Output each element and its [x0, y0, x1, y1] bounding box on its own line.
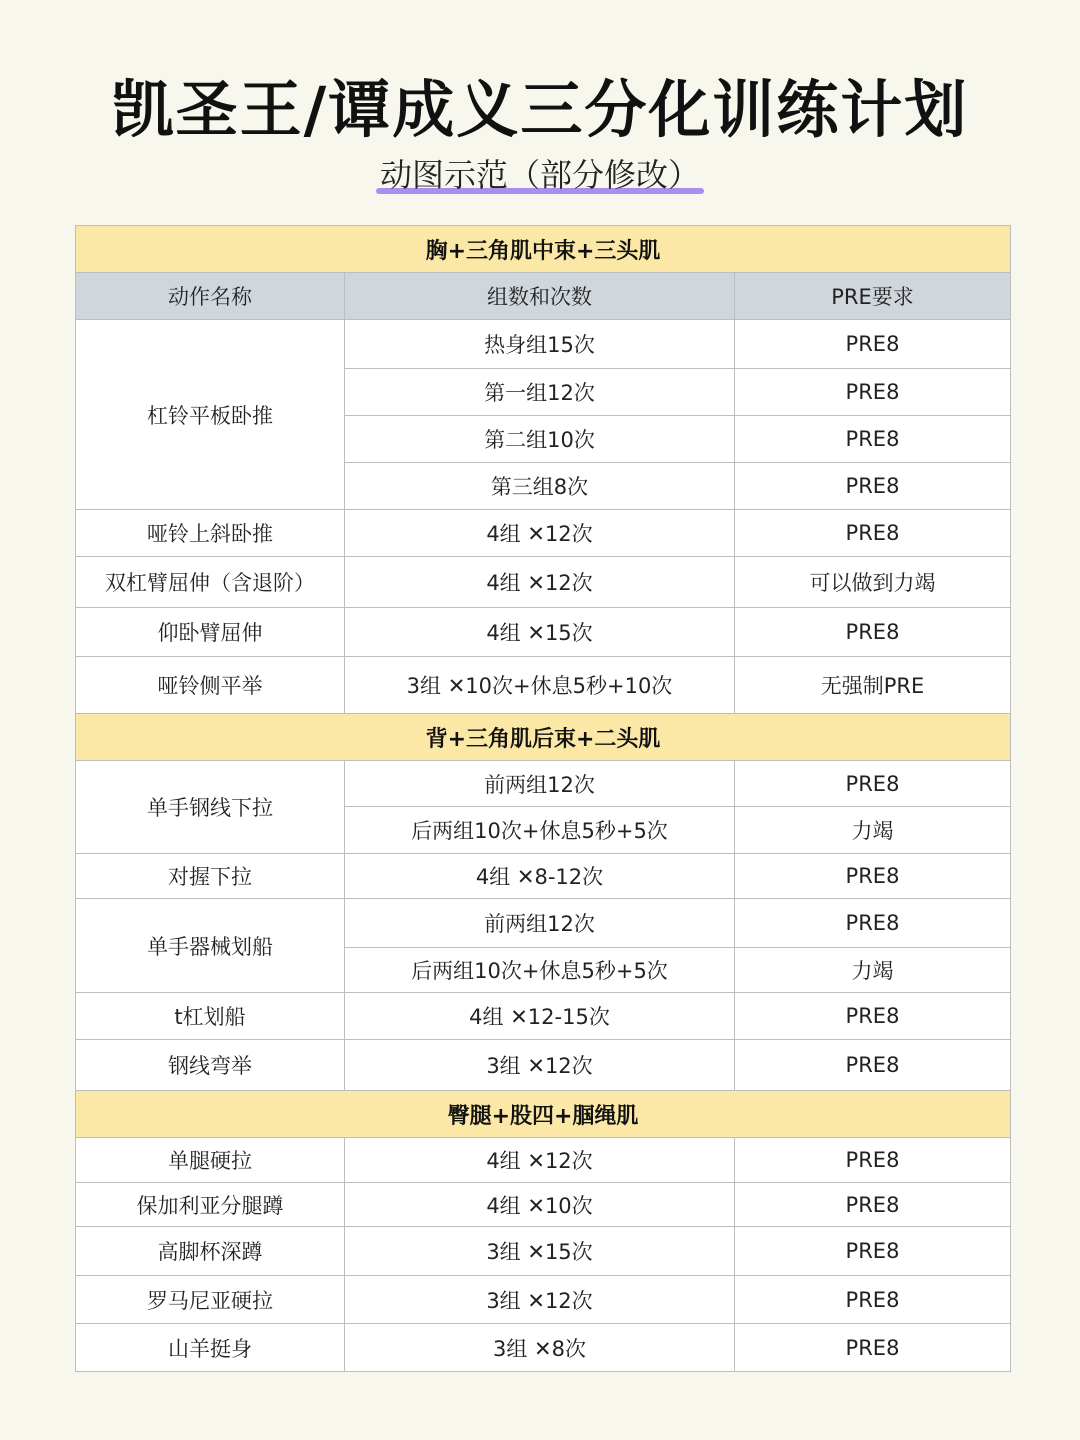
table-row — [76, 557, 1011, 608]
sets-reps: 3组 ✕8次 — [345, 1324, 735, 1372]
column-header-sets-reps: 组数和次数 — [345, 273, 735, 320]
subtitle-wrap — [0, 152, 1080, 198]
column-header-row — [76, 273, 1011, 320]
column-header-pre: PRE要求 — [735, 273, 1011, 320]
table-row — [76, 1040, 1011, 1091]
sets-reps: 3组 ✕10次+休息5秒+10次 — [345, 657, 735, 714]
sets-reps: 4组 ✕12次 — [345, 510, 735, 557]
pre-requirement: PRE8 — [735, 1138, 1011, 1183]
table-row — [76, 993, 1011, 1040]
sets-reps: 4组 ✕8-12次 — [345, 854, 735, 899]
table-row — [76, 657, 1011, 714]
page-title: 凯圣王/谭成义三分化训练计划 — [111, 73, 969, 146]
exercise-name: 单手钢线下拉 — [76, 761, 345, 854]
exercise-name: t杠划船 — [76, 993, 345, 1040]
section-title: 臀腿+股四+腘绳肌 — [76, 1091, 1011, 1138]
section-header-row — [76, 226, 1011, 273]
sets-reps: 第三组8次 — [345, 463, 735, 510]
section-title: 胸+三角肌中束+三头肌 — [76, 226, 1011, 273]
section-header-row — [76, 1091, 1011, 1138]
sets-reps: 热身组15次 — [345, 320, 735, 369]
table-row — [76, 510, 1011, 557]
pre-requirement: PRE8 — [735, 463, 1011, 510]
subtitle — [376, 152, 704, 198]
pre-requirement: PRE8 — [735, 369, 1011, 416]
table-row — [76, 1227, 1011, 1276]
exercise-name: 单腿硬拉 — [76, 1138, 345, 1183]
training-plan-body — [76, 226, 1011, 1372]
table-row — [76, 608, 1011, 657]
pre-requirement: PRE8 — [735, 899, 1011, 948]
pre-requirement: 可以做到力竭 — [735, 557, 1011, 608]
exercise-name: 双杠臂屈伸（含退阶） — [76, 557, 345, 608]
pre-requirement: PRE8 — [735, 510, 1011, 557]
pre-requirement: PRE8 — [735, 1324, 1011, 1372]
subtitle-text: 动图示范（部分修改） — [379, 156, 700, 194]
table-row — [76, 1276, 1011, 1324]
exercise-name: 哑铃上斜卧推 — [76, 510, 345, 557]
pre-requirement: 力竭 — [735, 807, 1011, 854]
sets-reps: 前两组12次 — [345, 761, 735, 807]
exercise-name: 钢线弯举 — [76, 1040, 345, 1091]
pre-requirement: PRE8 — [735, 416, 1011, 463]
sets-reps: 后两组10次+休息5秒+5次 — [345, 807, 735, 854]
exercise-name: 仰卧臂屈伸 — [76, 608, 345, 657]
sets-reps: 3组 ✕12次 — [345, 1040, 735, 1091]
table-row — [76, 320, 1011, 369]
sets-reps: 3组 ✕12次 — [345, 1276, 735, 1324]
pre-requirement: PRE8 — [735, 608, 1011, 657]
exercise-name: 高脚杯深蹲 — [76, 1227, 345, 1276]
section-title: 背+三角肌后束+二头肌 — [76, 714, 1011, 761]
exercise-name: 保加利亚分腿蹲 — [76, 1183, 345, 1227]
pre-requirement: PRE8 — [735, 320, 1011, 369]
sets-reps: 4组 ✕10次 — [345, 1183, 735, 1227]
pre-requirement: PRE8 — [735, 761, 1011, 807]
sets-reps: 4组 ✕12次 — [345, 557, 735, 608]
exercise-name: 单手器械划船 — [76, 899, 345, 993]
sets-reps: 3组 ✕15次 — [345, 1227, 735, 1276]
table-row — [76, 854, 1011, 899]
table-row — [76, 1183, 1011, 1227]
table-row — [76, 899, 1011, 948]
pre-requirement: 力竭 — [735, 948, 1011, 993]
pre-requirement: PRE8 — [735, 854, 1011, 899]
pre-requirement: PRE8 — [735, 1040, 1011, 1091]
exercise-name: 罗马尼亚硬拉 — [76, 1276, 345, 1324]
table-row — [76, 761, 1011, 807]
column-header-exercise: 动作名称 — [76, 273, 345, 320]
pre-requirement: PRE8 — [735, 1227, 1011, 1276]
sets-reps: 第一组12次 — [345, 369, 735, 416]
sets-reps: 4组 ✕15次 — [345, 608, 735, 657]
sets-reps: 4组 ✕12-15次 — [345, 993, 735, 1040]
pre-requirement: PRE8 — [735, 1276, 1011, 1324]
table-row — [76, 1138, 1011, 1183]
exercise-name: 哑铃侧平举 — [76, 657, 345, 714]
exercise-name: 山羊挺身 — [76, 1324, 345, 1372]
exercise-name: 杠铃平板卧推 — [76, 320, 345, 510]
section-header-row — [76, 714, 1011, 761]
table-row — [76, 1324, 1011, 1372]
sets-reps: 4组 ✕12次 — [345, 1138, 735, 1183]
pre-requirement: PRE8 — [735, 1183, 1011, 1227]
training-plan-table — [75, 225, 1011, 1372]
sets-reps: 后两组10次+休息5秒+5次 — [345, 948, 735, 993]
sets-reps: 前两组12次 — [345, 899, 735, 948]
pre-requirement: PRE8 — [735, 993, 1011, 1040]
exercise-name: 对握下拉 — [76, 854, 345, 899]
sets-reps: 第二组10次 — [345, 416, 735, 463]
pre-requirement: 无强制PRE — [735, 657, 1011, 714]
